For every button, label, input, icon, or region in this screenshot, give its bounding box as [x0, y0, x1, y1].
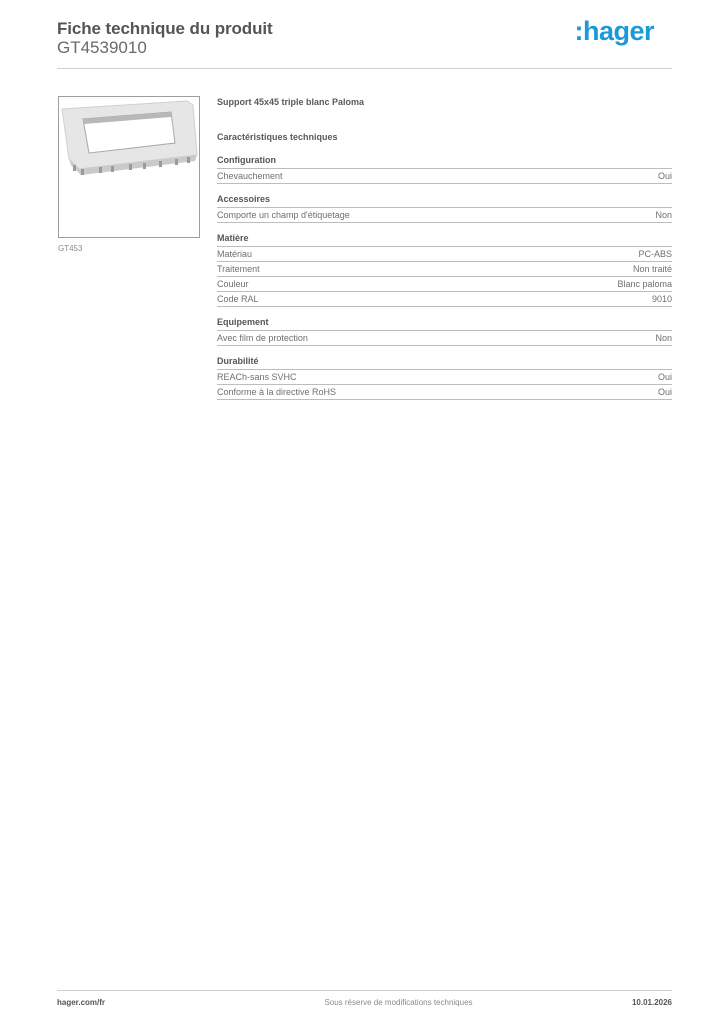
spec-label: Couleur [217, 279, 249, 289]
product-code: GT4539010 [57, 38, 147, 57]
spec-label: Traitement [217, 264, 260, 274]
spec-content [217, 96, 672, 400]
document-date: 10.01.2026 [631, 998, 672, 1007]
website-link[interactable]: hager.com/fr [57, 998, 106, 1007]
group-title: Durabilité [217, 356, 672, 370]
spec-group-accessoires [217, 194, 672, 223]
spec-group-durabilite [217, 356, 672, 400]
header-divider [57, 68, 672, 69]
spec-value: Non [655, 210, 672, 220]
spec-label: Avec film de protection [217, 333, 308, 343]
spec-row [217, 169, 672, 184]
spec-row [217, 277, 672, 292]
spec-row [217, 370, 672, 385]
spec-label: Chevauchement [217, 171, 283, 181]
spec-group-configuration [217, 155, 672, 184]
image-caption: GT453 [58, 244, 83, 253]
spec-value: PC-ABS [638, 249, 672, 259]
spec-row [217, 208, 672, 223]
spec-row [217, 292, 672, 307]
page-footer [57, 998, 672, 1007]
group-title: Configuration [217, 155, 672, 169]
spec-group-equipement [217, 317, 672, 346]
spec-value: Oui [657, 171, 672, 181]
spec-value: Oui [657, 387, 672, 397]
section-title: Caractéristiques techniques [217, 132, 338, 142]
spec-value: Blanc paloma [617, 279, 672, 289]
document-title: Fiche technique du produit [57, 19, 273, 38]
spec-value: 9010 [651, 294, 672, 304]
group-title: Equipement [217, 317, 672, 331]
spec-label: REACh-sans SVHC [217, 372, 297, 382]
spec-row [217, 385, 672, 400]
product-image [58, 96, 200, 238]
spec-value: Oui [657, 372, 672, 382]
spec-label: Matériau [217, 249, 253, 259]
spec-value: Non [655, 333, 672, 343]
spec-group-matiere [217, 233, 672, 307]
spec-row [217, 331, 672, 346]
spec-row [217, 262, 672, 277]
group-title: Matière [217, 233, 672, 247]
spec-label: Comporte un champ d'étiquetage [217, 210, 350, 220]
spec-label: Conforme à la directive RoHS [217, 387, 337, 397]
spec-value: Non traité [632, 264, 672, 274]
spec-label: Code RAL [217, 294, 259, 304]
product-name: Support 45x45 triple blanc Paloma [217, 97, 365, 107]
hager-logo: :hager [574, 16, 654, 46]
footer-divider [57, 990, 672, 991]
wall-plate-support-icon [59, 97, 199, 237]
group-title: Accessoires [217, 194, 672, 208]
spec-row [217, 247, 672, 262]
disclaimer-note: Sous réserve de modifications techniques [324, 998, 473, 1007]
